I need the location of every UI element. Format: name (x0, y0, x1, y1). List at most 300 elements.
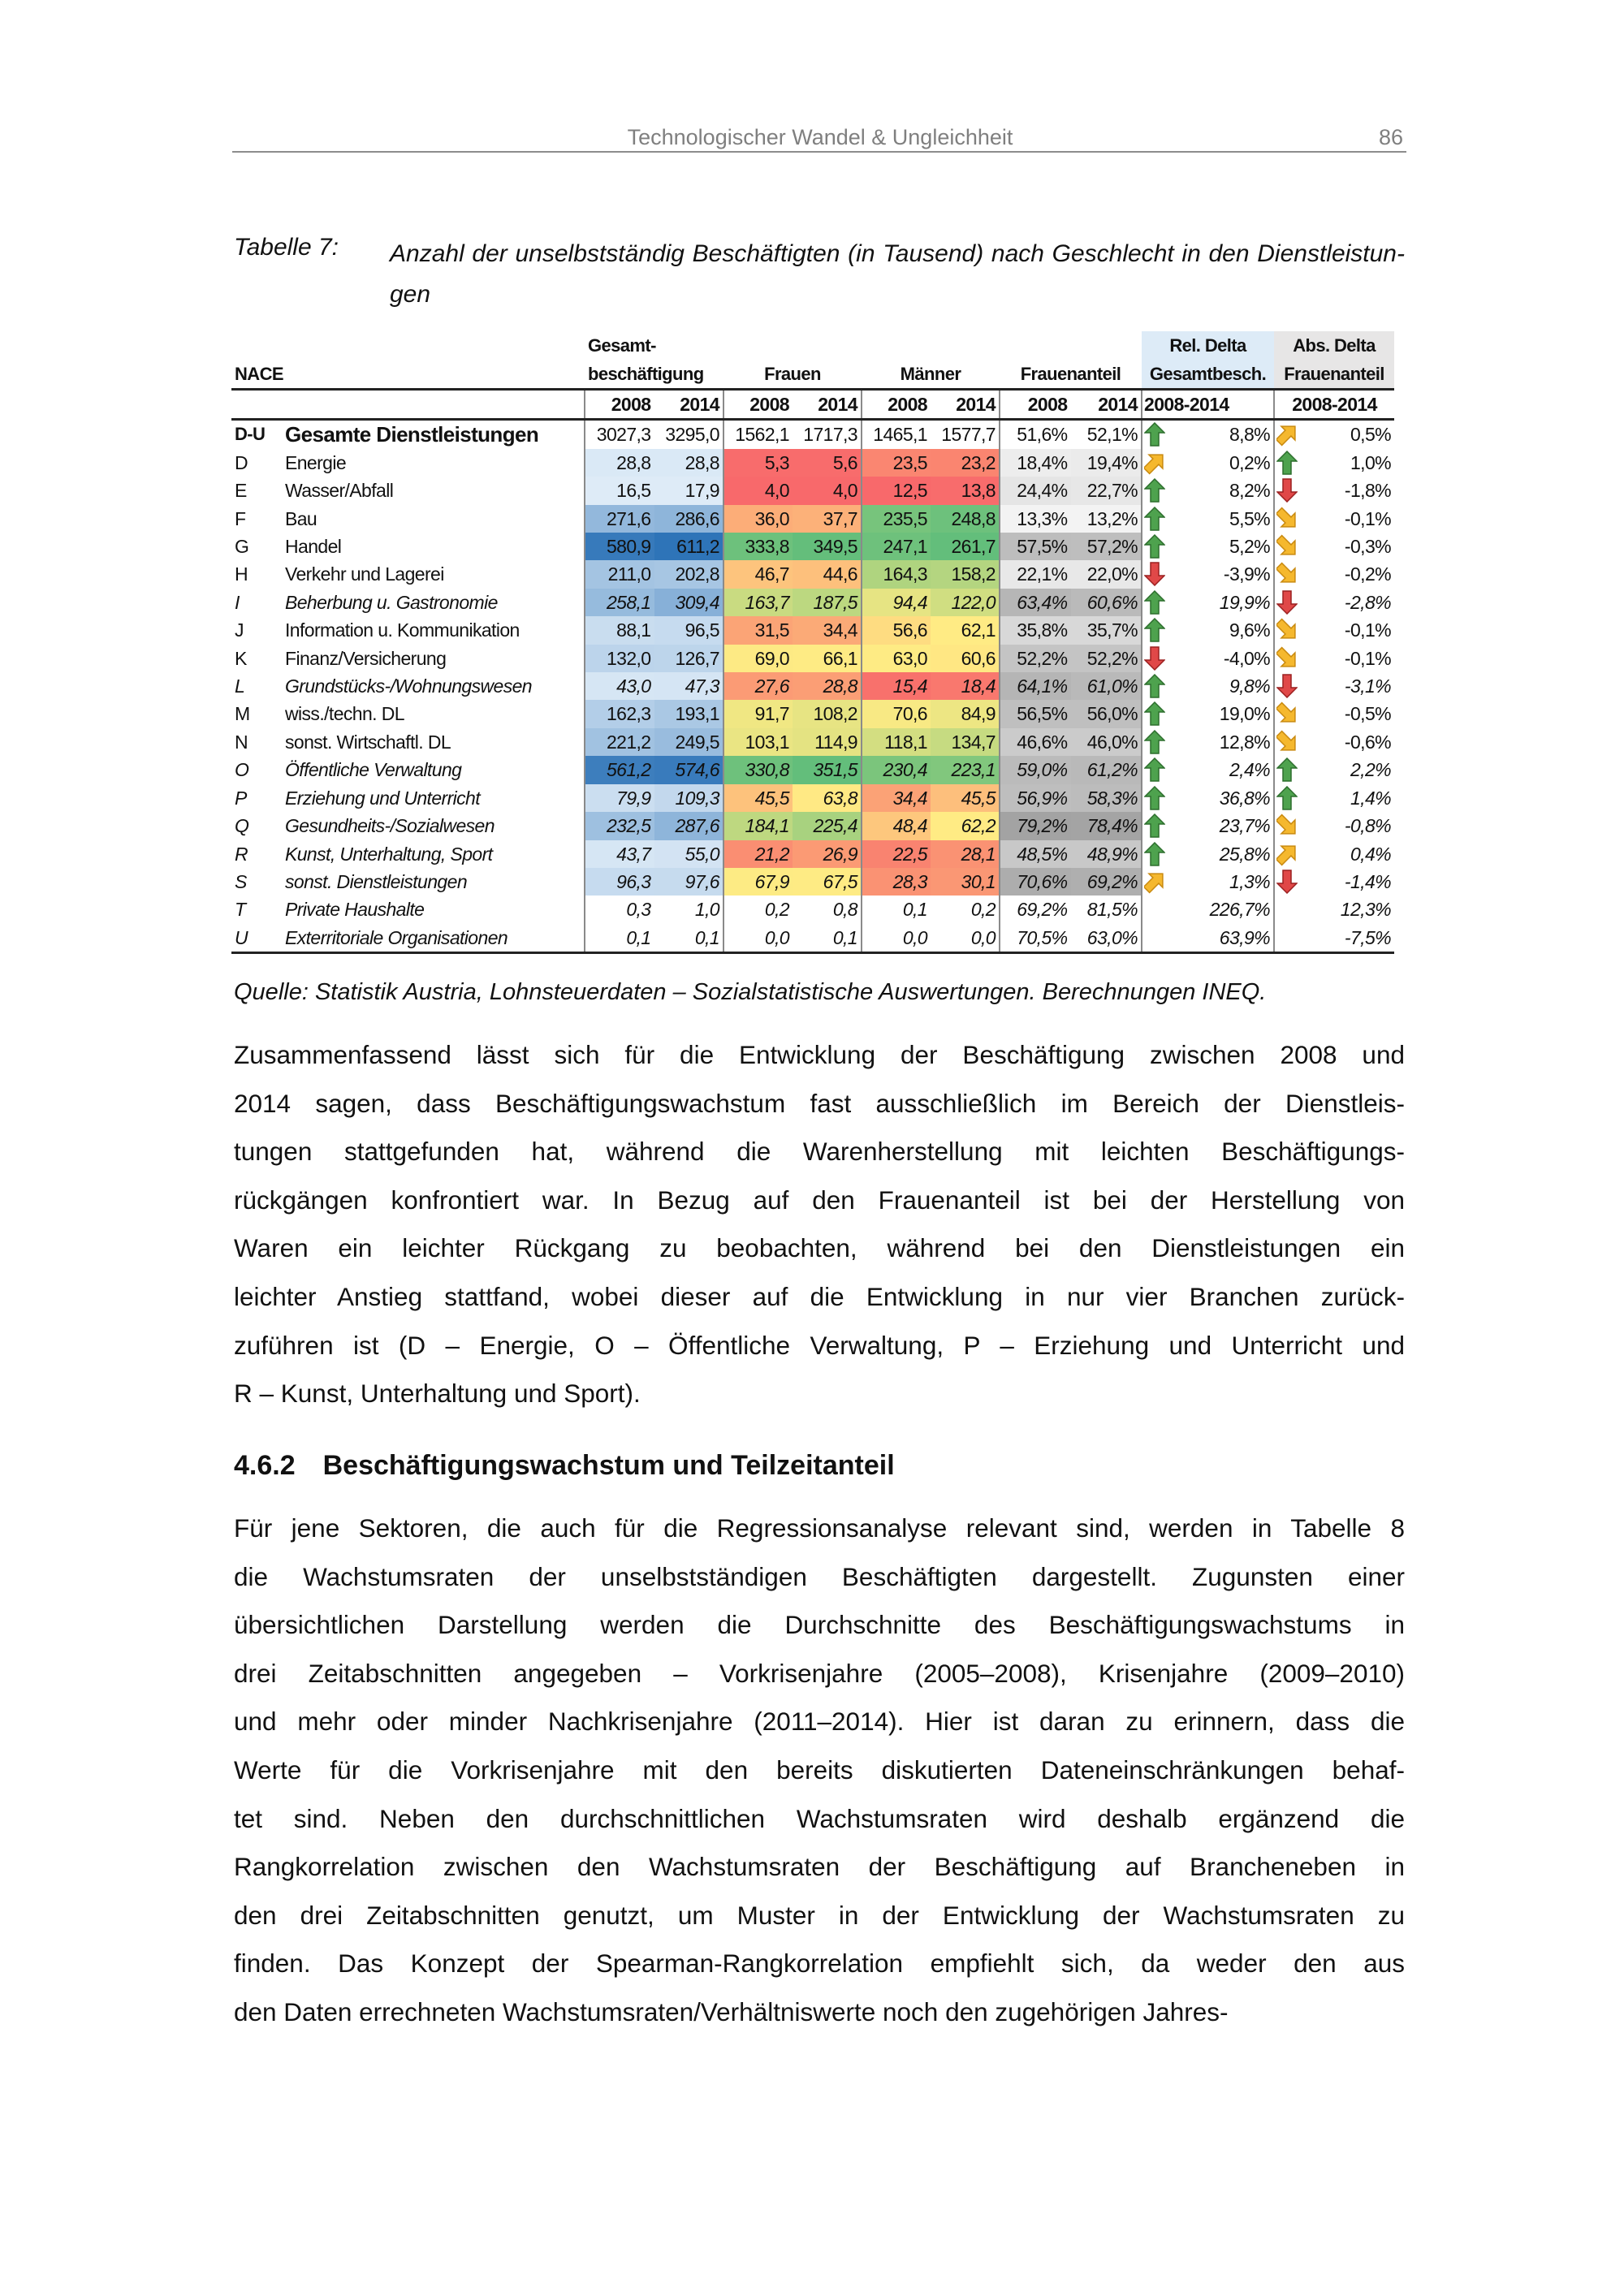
women-2014: 349,5 (793, 533, 862, 560)
total-2014: 611,2 (654, 533, 724, 560)
table-row (231, 812, 1394, 839)
arrow-down-icon (1276, 478, 1298, 503)
header-frauenanteil: Frauenanteil (1020, 364, 1121, 384)
rel-delta-value: 9,8% (1229, 675, 1270, 697)
female-share-2008: 64,1% (1000, 672, 1071, 700)
women-2008: 69,0 (723, 645, 793, 672)
table-row (231, 616, 1394, 644)
total-2014: 287,6 (654, 812, 724, 839)
female-share-2008: 48,5% (1000, 840, 1071, 868)
abs-delta-value: -3,1% (1344, 675, 1391, 697)
nace-code: K (235, 647, 247, 669)
women-2008: 67,9 (723, 868, 793, 896)
total-2008: 211,0 (585, 560, 654, 588)
men-2014: 122,0 (931, 589, 1000, 616)
text-line: rückgängen konfrontiert war. In Bezug auf den Frauenanteil ist bei der Herstellung von (234, 1185, 1405, 1215)
abs-delta-female-share (1274, 420, 1394, 449)
abs-delta-female-share (1274, 840, 1394, 868)
arrow-up-icon (1276, 451, 1298, 475)
female-share-2008: 56,9% (1000, 784, 1071, 812)
rel-delta-total (1142, 560, 1274, 588)
text-line: übersichtlichen Darstellung werden die Durchschnitte des Beschäftigungswachstums in (234, 1610, 1405, 1640)
arrow-up-icon (1144, 757, 1165, 782)
abs-delta-female-share (1274, 700, 1394, 727)
total-2008: 28,8 (585, 449, 654, 477)
women-2008: 163,7 (723, 589, 793, 616)
men-2008: 0,1 (862, 896, 931, 923)
total-2014: 193,1 (654, 700, 724, 727)
rel-delta-total (1142, 420, 1274, 449)
female-share-2008: 70,5% (1000, 924, 1071, 953)
men-2014: 60,6 (931, 645, 1000, 672)
arrow-up-icon (1144, 478, 1165, 503)
female-share-2014: 35,7% (1071, 616, 1142, 644)
header-row-1 (231, 331, 1394, 360)
women-2014: 26,9 (793, 840, 862, 868)
abs-delta-female-share (1274, 560, 1394, 588)
total-2014: 202,8 (654, 560, 724, 588)
text-line: Zusammenfassend lässt sich für die Entwicklung der Beschäftigung zwischen 2008 und (234, 1040, 1405, 1069)
arrow-up-icon (1276, 786, 1298, 810)
arrow-diag-down-icon (1276, 646, 1298, 671)
female-share-2008: 35,8% (1000, 616, 1071, 644)
nace-code: P (235, 787, 247, 809)
text-line: drei Zeitabschnitten angegeben – Vorkrisenjahre (2005–2008), Krisenjahre (2009–2010) (234, 1658, 1405, 1688)
page-number: 86 (1378, 125, 1403, 149)
text-line: Waren ein leichter Rückgang zu beobachten, während bei den Dienstleistungen ein (234, 1233, 1405, 1263)
sector-name: Information u. Kommunikation (285, 619, 520, 641)
women-2014: 114,9 (793, 728, 862, 756)
female-share-2014: 52,2% (1071, 645, 1142, 672)
men-2008: 34,4 (862, 784, 931, 812)
women-2008: 0,0 (723, 924, 793, 953)
men-2008: 247,1 (862, 533, 931, 560)
header-maenner: Männer (900, 364, 961, 384)
men-2008: 164,3 (862, 560, 931, 588)
sector-name: Bau (285, 507, 317, 529)
text-line: finden. Das Konzept der Spearman-Rangkorrelation empfiehlt sich, da weder den aus (234, 1949, 1405, 1979)
female-share-2014: 69,2% (1071, 868, 1142, 896)
year-label: 2014 (931, 390, 1000, 420)
rel-delta-total (1142, 840, 1274, 868)
female-share-2014: 46,0% (1071, 728, 1142, 756)
women-2008: 91,7 (723, 700, 793, 727)
total-2014: 249,5 (654, 728, 724, 756)
text-line: den Daten errechneten Wachstumsraten/Verhältniswerte noch den zugehörigen Jahres- (234, 1996, 1229, 2026)
rel-delta-value: 226,7% (1209, 899, 1270, 921)
nace-code: Q (235, 815, 249, 837)
men-2014: 23,2 (931, 449, 1000, 477)
sector-name: Gesamte Dienstleistungen (285, 422, 539, 447)
header-gesamt-1: Gesamt- (588, 335, 656, 356)
table-row (231, 700, 1394, 727)
women-2014: 351,5 (793, 756, 862, 783)
abs-delta-value: -0,5% (1344, 703, 1391, 725)
female-share-2008: 70,6% (1000, 868, 1071, 896)
rel-delta-value: 9,6% (1229, 619, 1270, 641)
rel-delta-value: -3,9% (1223, 563, 1270, 585)
total-2008: 162,3 (585, 700, 654, 727)
women-2008: 333,8 (723, 533, 793, 560)
total-2014: 47,3 (654, 672, 724, 700)
total-2008: 232,5 (585, 812, 654, 839)
text-line: Werte für die Vorkrisenjahre mit den bereits diskutierten Dateneinschränkungen behaf- (234, 1754, 1405, 1785)
year-label: 2008 (585, 390, 654, 420)
arrow-up-icon (1144, 730, 1165, 754)
arrow-up-icon (1144, 701, 1165, 726)
table-row (231, 896, 1394, 923)
header-rel-delta-2: Gesamtbesch. (1142, 360, 1274, 390)
men-2008: 94,4 (862, 589, 931, 616)
total-2008: 43,0 (585, 672, 654, 700)
women-2008: 330,8 (723, 756, 793, 783)
abs-delta-female-share (1274, 728, 1394, 756)
female-share-2008: 24,4% (1000, 477, 1071, 504)
female-share-2008: 63,4% (1000, 589, 1071, 616)
men-2014: 223,1 (931, 756, 1000, 783)
abs-delta-value: -2,8% (1344, 591, 1391, 613)
women-2008: 5,3 (723, 449, 793, 477)
total-2008: 132,0 (585, 645, 654, 672)
female-share-2008: 18,4% (1000, 449, 1071, 477)
nace-code: H (235, 563, 248, 585)
female-share-2008: 13,3% (1000, 505, 1071, 533)
rel-delta-value: 2,4% (1229, 759, 1270, 781)
abs-delta-female-share (1274, 533, 1394, 560)
arrow-up-icon (1276, 757, 1298, 782)
women-2014: 67,5 (793, 868, 862, 896)
arrow-up-icon (1144, 674, 1165, 698)
total-2014: 17,9 (654, 477, 724, 504)
men-2008: 235,5 (862, 505, 931, 533)
total-2014: 1,0 (694, 899, 719, 921)
nace-code: T (235, 899, 246, 921)
sector-name: Gesundheits-/Sozialwesen (285, 815, 495, 837)
abs-delta-female-share (1274, 812, 1394, 839)
table-row (231, 728, 1394, 756)
text-line: R – Kunst, Unterhaltung und Sport). (234, 1379, 641, 1409)
arrow-down-icon (1144, 562, 1165, 586)
total-2014: 309,4 (654, 589, 724, 616)
female-share-2014: 13,2% (1071, 505, 1142, 533)
men-2014: 84,9 (931, 700, 1000, 727)
abs-delta-female-share (1274, 784, 1394, 812)
men-2008: 28,3 (862, 868, 931, 896)
female-share-2008: 69,2% (1000, 896, 1071, 923)
abs-delta-value: -0,6% (1344, 731, 1391, 753)
total-2014: 574,6 (654, 756, 724, 783)
total-2014: 96,5 (654, 616, 724, 644)
nace-code: M (235, 703, 250, 725)
men-2014: 62,2 (931, 812, 1000, 839)
nace-code: F (235, 507, 246, 529)
sector-name: Öffentliche Verwaltung (285, 759, 462, 781)
abs-delta-female-share (1274, 896, 1394, 923)
table-row (231, 420, 1394, 449)
table-row (231, 645, 1394, 672)
female-share-2008: 59,0% (1000, 756, 1071, 783)
total-2008: 221,2 (585, 728, 654, 756)
rel-delta-total (1142, 533, 1274, 560)
nace-code: S (235, 870, 247, 892)
rel-delta-total (1142, 477, 1274, 504)
nace-code: U (231, 924, 282, 953)
arrow-diag-down-icon (1276, 730, 1298, 754)
nace-code: R (235, 843, 248, 865)
women-2014: 4,0 (793, 477, 862, 504)
paragraph-summary (234, 1031, 1405, 1418)
arrow-up-icon (1144, 618, 1165, 642)
header-frauen: Frauen (764, 364, 821, 384)
female-share-2008: 46,6% (1000, 728, 1071, 756)
rel-delta-total (1142, 756, 1274, 783)
arrow-down-icon (1276, 870, 1298, 894)
year-label: 2014 (793, 390, 862, 420)
men-2014: 261,7 (931, 533, 1000, 560)
arrow-diag-down-icon (1276, 814, 1298, 838)
nace-code: N (235, 731, 248, 753)
year-label: 2008 (723, 390, 793, 420)
men-2008: 118,1 (862, 728, 931, 756)
sector-name: Energie (285, 451, 347, 473)
arrow-diag-up-icon (1144, 870, 1165, 894)
female-share-2008: 79,2% (1000, 812, 1071, 839)
men-2008: 23,5 (862, 449, 931, 477)
arrow-diag-down-icon (1276, 507, 1298, 531)
sector-name: sonst. Wirtschaftl. DL (285, 731, 451, 753)
men-2008: 70,6 (862, 700, 931, 727)
section-number: 4.6.2 (234, 1450, 296, 1481)
year-label: 2014 (1071, 390, 1142, 420)
rel-delta-total (1142, 896, 1274, 923)
women-2014: 28,8 (793, 672, 862, 700)
table-row (231, 533, 1394, 560)
abs-delta-female-share (1274, 616, 1394, 644)
total-2008: 79,9 (585, 784, 654, 812)
female-share-2014: 81,5% (1086, 899, 1138, 921)
arrow-diag-down-icon (1276, 562, 1298, 586)
rel-delta-value: 12,8% (1219, 731, 1270, 753)
abs-delta-value: 0,5% (1350, 424, 1391, 446)
abs-delta-value: -0,1% (1344, 647, 1391, 669)
rel-delta-total (1142, 449, 1274, 477)
rel-delta-value: 36,8% (1219, 787, 1270, 809)
women-2014: 0,1 (793, 924, 862, 953)
abs-delta-value: -0,1% (1344, 619, 1391, 641)
total-2008: 561,2 (585, 756, 654, 783)
text-line: die Wachstumsraten der unselbstständigen Beschäftigten dargestellt. Zugunsten einer (234, 1561, 1405, 1591)
women-2008: 31,5 (723, 616, 793, 644)
header-rel-delta-1: Rel. Delta (1142, 331, 1274, 360)
rel-delta-value: 19,9% (1219, 591, 1270, 613)
abs-delta-value: 2,2% (1350, 759, 1391, 781)
female-share-2014: 61,0% (1071, 672, 1142, 700)
abs-delta-value: 1,4% (1350, 787, 1391, 809)
men-2014: 158,2 (931, 560, 1000, 588)
text-line: leichter Anstieg stattfand, wobei dieser auf die Entwicklung in nur vier Branchen zurück- (234, 1281, 1405, 1311)
abs-delta-female-share (1274, 756, 1394, 783)
rel-delta-total (1142, 728, 1274, 756)
sector-name: Wasser/Abfall (285, 480, 394, 502)
total-2008: 3027,3 (585, 420, 654, 449)
men-2008: 12,5 (862, 477, 931, 504)
rel-delta-total (1142, 505, 1274, 533)
total-2014: 286,6 (654, 505, 724, 533)
rel-delta-total (1142, 812, 1274, 839)
text-line: 2014 sagen, dass Beschäftigungswachstum fast ausschließlich im Bereich der Dienstleis- (234, 1088, 1405, 1118)
women-2014: 66,1 (793, 645, 862, 672)
nace-code: I (235, 591, 240, 613)
table-row (231, 784, 1394, 812)
header-row-2 (231, 360, 1394, 390)
sector-name: Grundstücks-/Wohnungswesen (285, 675, 532, 697)
men-2008: 48,4 (862, 812, 931, 839)
female-share-2014: 56,0% (1071, 700, 1142, 727)
rel-delta-total (1142, 784, 1274, 812)
table-caption-label: Tabelle 7: (234, 234, 339, 261)
abs-delta-value: -7,5% (1344, 926, 1391, 948)
abs-delta-value: -1,4% (1344, 870, 1391, 892)
female-share-2014: 61,2% (1071, 756, 1142, 783)
nace-code: E (235, 480, 247, 502)
female-share-2014: 57,2% (1071, 533, 1142, 560)
sector-name: Private Haushalte (285, 899, 425, 921)
men-2014: 0,0 (931, 924, 1000, 953)
table-row (231, 756, 1394, 783)
nace-code: L (235, 675, 245, 697)
arrow-up-icon (1144, 422, 1165, 447)
arrow-up-icon (1144, 590, 1165, 615)
total-2008: 88,1 (585, 616, 654, 644)
abs-delta-value: 0,4% (1350, 843, 1391, 865)
total-2014: 126,7 (654, 645, 724, 672)
year-label: 2008 (1000, 390, 1071, 420)
arrow-diag-up-icon (1276, 422, 1298, 447)
rel-delta-value: 5,2% (1229, 536, 1270, 558)
total-2008: 271,6 (585, 505, 654, 533)
women-2014: 225,4 (793, 812, 862, 839)
year-range-label: 2008-2014 (1142, 390, 1274, 420)
arrow-down-icon (1276, 590, 1298, 615)
women-2008: 21,2 (723, 840, 793, 868)
women-2014: 108,2 (793, 700, 862, 727)
men-2014: 13,8 (931, 477, 1000, 504)
abs-delta-value: -0,8% (1344, 815, 1391, 837)
abs-delta-female-share (1274, 477, 1394, 504)
abs-delta-value: -0,2% (1344, 563, 1391, 585)
sector-name: sonst. Dienstleistungen (285, 870, 468, 892)
men-2008: 22,5 (862, 840, 931, 868)
text-line: Für jene Sektoren, die auch für die Regressionsanalyse relevant sind, werden in Tabelle 8 (234, 1513, 1405, 1543)
table-row (231, 868, 1394, 896)
sector-name: Beherbung u. Gastronomie (285, 591, 498, 613)
rel-delta-total (1142, 700, 1274, 727)
sector-name: Finanz/Versicherung (285, 647, 447, 669)
header-abs-delta-2: Frauenanteil (1274, 360, 1394, 390)
table-caption-text: Anzahl der unselbstständig Beschäftigten (in Tausend) nach Geschlecht in den Dienstleistun-gen (390, 240, 1405, 308)
female-share-2008: 22,1% (1000, 560, 1071, 588)
arrow-diag-down-icon (1276, 618, 1298, 642)
women-2008: 0,2 (723, 896, 793, 923)
arrow-up-icon (1144, 507, 1165, 531)
women-2014: 37,7 (793, 505, 862, 533)
men-2014: 1577,7 (941, 424, 996, 446)
rel-delta-total (1142, 924, 1274, 953)
sector-name: Handel (285, 536, 342, 558)
arrow-diag-down-icon (1276, 534, 1298, 559)
table-row (231, 840, 1394, 868)
women-2008: 46,7 (723, 560, 793, 588)
total-2014: 97,6 (654, 868, 724, 896)
table-row (231, 924, 1394, 953)
abs-delta-value: -0,1% (1344, 507, 1391, 529)
total-2014: 3295,0 (665, 424, 719, 446)
employment-table (231, 331, 1394, 954)
sector-name: Kunst, Unterhaltung, Sport (285, 843, 493, 865)
abs-delta-value: -0,3% (1344, 536, 1391, 558)
women-2008: 27,6 (723, 672, 793, 700)
table-row (231, 477, 1394, 504)
arrow-diag-up-icon (1276, 842, 1298, 866)
abs-delta-female-share (1274, 589, 1394, 616)
female-share-2008: 57,5% (1000, 533, 1071, 560)
women-2014: 0,8 (832, 899, 857, 921)
rel-delta-value: 63,9% (1219, 926, 1270, 948)
rel-delta-total (1142, 645, 1274, 672)
nace-code: G (235, 536, 249, 558)
female-share-2014: 78,4% (1071, 812, 1142, 839)
female-share-2014: 22,0% (1071, 560, 1142, 588)
women-2008: 184,1 (723, 812, 793, 839)
total-2008: 0,3 (585, 896, 654, 923)
text-line: den drei Zeitabschnitten genutzt, um Muster in der Entwicklung der Wachstumsraten zu (234, 1900, 1405, 1930)
men-2008: 15,4 (862, 672, 931, 700)
men-2014: 62,1 (931, 616, 1000, 644)
abs-delta-female-share (1274, 449, 1394, 477)
section-title: Beschäftigungswachstum und Teilzeitanteil (322, 1450, 895, 1481)
text-line: und mehr oder minder Nachkrisenjahre (2011–2014). Hier ist daran zu erinnern, dass die (234, 1707, 1405, 1737)
arrow-up-icon (1144, 842, 1165, 866)
table-row (231, 589, 1394, 616)
female-share-2008: 51,6% (1000, 420, 1071, 449)
rel-delta-total (1142, 868, 1274, 896)
nace-code: O (235, 759, 249, 781)
women-2008: 103,1 (723, 728, 793, 756)
abs-delta-female-share (1274, 672, 1394, 700)
female-share-2008: 52,2% (1000, 645, 1071, 672)
rel-delta-total (1142, 672, 1274, 700)
header-gesamt-2: beschäftigung (588, 364, 704, 384)
sector-name: Exterritoriale Organisationen (282, 924, 585, 953)
total-2014: 109,3 (654, 784, 724, 812)
abs-delta-value: -1,8% (1344, 480, 1391, 502)
female-share-2014: 48,9% (1071, 840, 1142, 868)
men-2014: 0,2 (970, 899, 996, 921)
nace-code: D-U (235, 424, 266, 445)
nace-code: D (235, 451, 248, 473)
sector-name: Verkehr und Lagerei (285, 563, 444, 585)
table-source-note: Quelle: Statistik Austria, Lohnsteuerdaten – Sozialstatistische Auswertungen. Berechnungen INEQ. (234, 979, 1267, 1005)
abs-delta-value: 1,0% (1350, 451, 1391, 473)
women-2014: 44,6 (793, 560, 862, 588)
nace-code: J (235, 619, 244, 641)
total-2008: 96,3 (585, 868, 654, 896)
table-row (231, 505, 1394, 533)
rel-delta-total (1142, 616, 1274, 644)
table-row (231, 672, 1394, 700)
men-2008: 1465,1 (862, 420, 931, 449)
paragraph-methods (234, 1504, 1405, 2037)
